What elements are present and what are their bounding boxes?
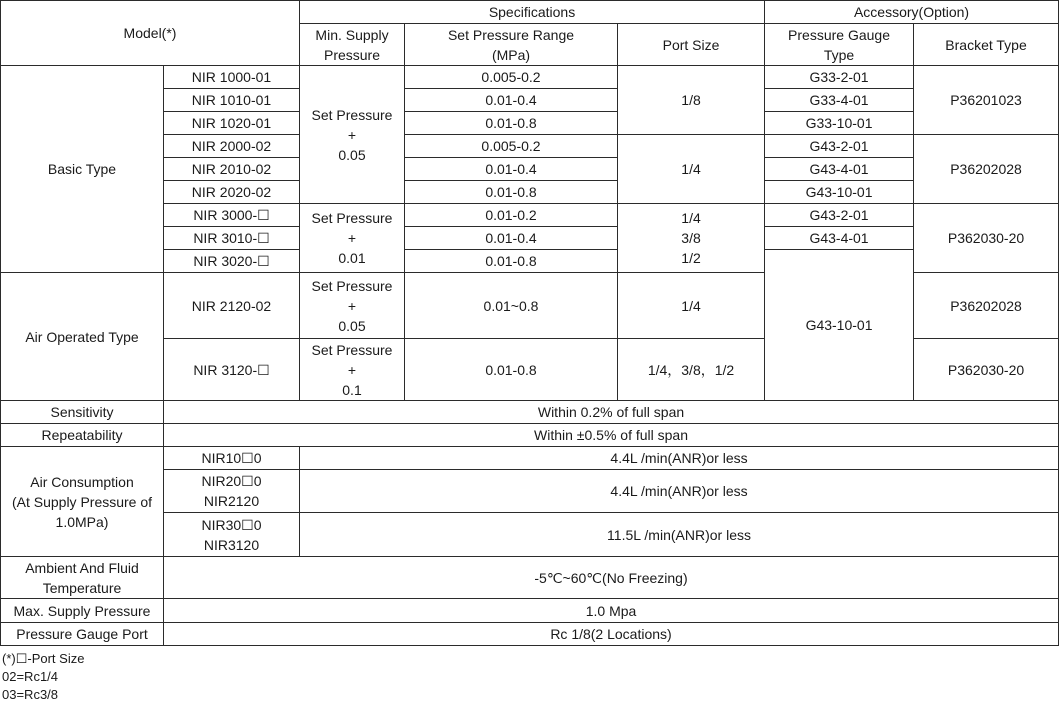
footnotes xyxy=(2,650,84,704)
min-supply-cell: Set Pressure + 0.1 xyxy=(300,339,405,401)
range-cell: 0.01-0.8 xyxy=(405,181,618,204)
model-cell: NIR 1020-01 xyxy=(164,112,300,135)
consumption-value: 11.5L /min(ANR)or less xyxy=(300,513,1059,557)
range-cell: 0.01-0.8 xyxy=(405,250,618,273)
consumption-value: 4.4L /min(ANR)or less xyxy=(300,470,1059,513)
port-size-header: Port Size xyxy=(618,24,765,66)
table-row xyxy=(1,557,1059,599)
table-row xyxy=(1,401,1059,424)
gauge-cell: G43-4-01 xyxy=(765,158,914,181)
port-size-cell: 1/4 xyxy=(618,273,765,339)
range-cell: 0.005-0.2 xyxy=(405,66,618,89)
range-cell: 0.005-0.2 xyxy=(405,135,618,158)
set-range-header: Set Pressure Range (MPa) xyxy=(405,24,618,66)
gauge-cell: G43-10-01 xyxy=(765,250,914,401)
gauge-port-value: Rc 1/8(2 Locations) xyxy=(164,623,1059,646)
range-cell: 0.01-0.4 xyxy=(405,227,618,250)
model-cell: NIR20☐0 NIR2120 xyxy=(164,470,300,513)
table-row xyxy=(1,599,1059,623)
range-cell: 0.01-0.8 xyxy=(405,339,618,401)
gauge-cell: G43-2-01 xyxy=(765,204,914,227)
range-cell: 0.01~0.8 xyxy=(405,273,618,339)
min-supply-header: Min. Supply Pressure xyxy=(300,24,405,66)
port-size-cell: 1/8 xyxy=(618,66,765,135)
gauge-cell: G43-4-01 xyxy=(765,227,914,250)
ambient-label: Ambient And Fluid Temperature xyxy=(1,557,164,599)
air-consumption-label: Air Consumption (At Supply Pressure of 1.0MPa) xyxy=(1,447,164,557)
ambient-value: -5℃~60℃(No Freezing) xyxy=(164,557,1059,599)
bracket-cell: P362030-20 xyxy=(914,339,1059,401)
model-cell: NIR30☐0 NIR3120 xyxy=(164,513,300,557)
model-cell: NIR 3020-☐ xyxy=(164,250,300,273)
bracket-type-header: Bracket Type xyxy=(914,24,1059,66)
port-size-cell: 1/4，3/8，1/2 xyxy=(618,339,765,401)
table-row xyxy=(1,66,1059,89)
range-cell: 0.01-0.4 xyxy=(405,158,618,181)
footnote: 02=Rc1/4 xyxy=(2,669,59,684)
min-supply-cell: Set Pressure + 0.01 xyxy=(300,204,405,273)
max-supply-value: 1.0 Mpa xyxy=(164,599,1059,623)
specifications-header: Specifications xyxy=(300,1,765,24)
gauge-cell: G33-2-01 xyxy=(765,66,914,89)
sensitivity-value: Within 0.2% of full span xyxy=(164,401,1059,424)
model-cell: NIR 3120-☐ xyxy=(164,339,300,401)
gauge-port-label: Pressure Gauge Port xyxy=(1,623,164,646)
min-supply-cell: Set Pressure + 0.05 xyxy=(300,273,405,339)
basic-type-label: Basic Type xyxy=(1,66,164,273)
gauge-type-header: Pressure Gauge Type xyxy=(765,24,914,66)
model-cell: NIR 3010-☐ xyxy=(164,227,300,250)
repeatability-value: Within ±0.5% of full span xyxy=(164,424,1059,447)
table-row xyxy=(1,424,1059,447)
bracket-cell: P362030-20 xyxy=(914,204,1059,273)
footnote: 03=Rc3/8 xyxy=(2,687,59,702)
range-cell: 0.01-0.2 xyxy=(405,204,618,227)
range-cell: 0.01-0.8 xyxy=(405,112,618,135)
port-size-cell: 1/4 xyxy=(618,135,765,204)
air-operated-label: Air Operated Type xyxy=(1,273,164,401)
consumption-value: 4.4L /min(ANR)or less xyxy=(300,447,1059,470)
model-header: Model(*) xyxy=(1,1,300,66)
gauge-cell: G43-10-01 xyxy=(765,181,914,204)
model-cell: NIR 2020-02 xyxy=(164,181,300,204)
header-row-1 xyxy=(1,1,1059,24)
model-cell: NIR10☐0 xyxy=(164,447,300,470)
model-cell: NIR 3000-☐ xyxy=(164,204,300,227)
gauge-cell: G33-10-01 xyxy=(765,112,914,135)
max-supply-label: Max. Supply Pressure xyxy=(1,599,164,623)
model-cell: NIR 1010-01 xyxy=(164,89,300,112)
bracket-cell: P36202028 xyxy=(914,135,1059,204)
port-size-cell: 1/4 3/8 1/2 xyxy=(618,204,765,273)
range-cell: 0.01-0.4 xyxy=(405,89,618,112)
gauge-cell: G43-2-01 xyxy=(765,135,914,158)
footnote: (*)☐-Port Size xyxy=(2,651,85,666)
model-cell: NIR 2010-02 xyxy=(164,158,300,181)
model-cell: NIR 2120-02 xyxy=(164,273,300,339)
model-cell: NIR 1000-01 xyxy=(164,66,300,89)
table-row xyxy=(1,447,1059,470)
bracket-cell: P36201023 xyxy=(914,66,1059,135)
sensitivity-label: Sensitivity xyxy=(1,401,164,424)
gauge-cell: G33-4-01 xyxy=(765,89,914,112)
min-supply-cell: Set Pressure + 0.05 xyxy=(300,66,405,204)
bracket-cell: P36202028 xyxy=(914,273,1059,339)
repeatability-label: Repeatability xyxy=(1,424,164,447)
accessory-header: Accessory(Option) xyxy=(765,1,1059,24)
model-cell: NIR 2000-02 xyxy=(164,135,300,158)
table-row xyxy=(1,623,1059,646)
